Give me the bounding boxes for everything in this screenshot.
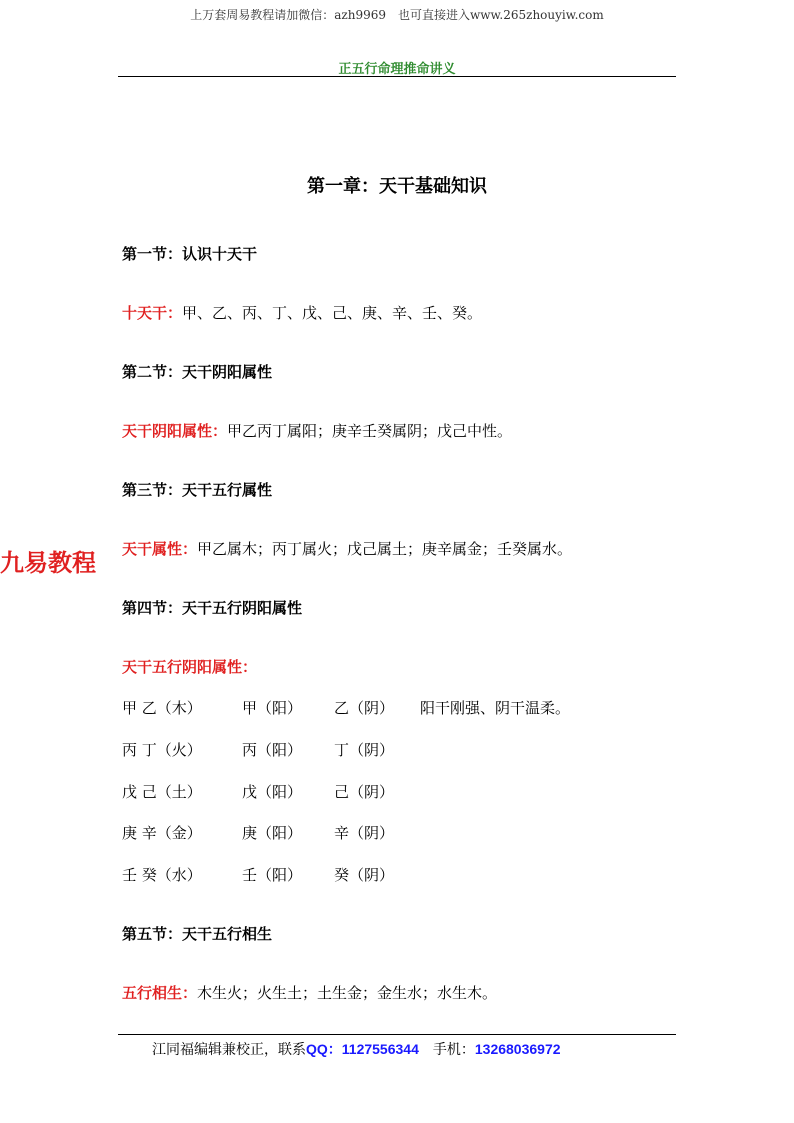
- row-pair: 壬 癸（水）: [122, 866, 202, 884]
- top-contact-note: 上万套周易教程请加微信：azh9969 也可直接进入www.265zhouyiw.com: [190, 8, 604, 22]
- chapter-title: 第一章：天干基础知识: [307, 176, 487, 197]
- section-5-text: 木生火；火生土；土生金；金生水；水生木。: [197, 984, 498, 1002]
- row-yin: 丁（阴）: [334, 741, 395, 759]
- row-pair: 庚 辛（金）: [122, 824, 202, 842]
- footer-editor: 江同福编辑兼校正，联系: [152, 1042, 306, 1058]
- row-yang: 戊（阳）: [242, 783, 303, 801]
- section-1-content: [122, 302, 482, 323]
- row-yang: 甲（阳）: [242, 699, 303, 717]
- section-5-content: [122, 982, 497, 1003]
- section-1-heading: 第一节：认识十天干: [122, 245, 258, 263]
- footer-divider: [118, 1034, 676, 1035]
- row-yin: 癸（阴）: [334, 866, 395, 884]
- section-2-content: [122, 420, 512, 441]
- row-pair: 丙 丁（火）: [122, 741, 202, 759]
- row-yang: 庚（阳）: [242, 824, 303, 842]
- section-3-label: 天干属性：: [122, 540, 198, 558]
- section-5-heading: 第五节：天干五行相生: [122, 925, 273, 943]
- yinyang-row: [122, 781, 420, 802]
- row-yang: 丙（阳）: [242, 741, 303, 759]
- section-4-label: 天干五行阴阳属性：: [122, 658, 258, 676]
- footer-phone-prefix: 手机：: [432, 1042, 475, 1058]
- footer-contact: [152, 1039, 561, 1059]
- row-yin: 乙（阴）: [334, 699, 395, 717]
- footer-qq: QQ：1127556344: [306, 1041, 419, 1057]
- row-pair: 甲 乙（木）: [122, 699, 202, 717]
- yinyang-row: [122, 739, 420, 760]
- section-1-label: 十天干：: [122, 304, 183, 322]
- document-header-title: 正五行命理推命讲义: [338, 62, 456, 77]
- section-3-content: [122, 538, 572, 559]
- row-yin: 辛（阴）: [334, 824, 395, 842]
- row-yin: 己（阴）: [334, 783, 395, 801]
- yinyang-row: [122, 822, 420, 843]
- section-4-heading: 第四节：天干五行阴阳属性: [122, 599, 303, 617]
- row-pair: 戊 己（土）: [122, 783, 202, 801]
- row-note: 阳干刚强、阴干温柔。: [420, 699, 571, 717]
- footer-phone: 13268036972: [474, 1041, 561, 1057]
- section-2-heading: 第二节：天干阴阳属性: [122, 363, 273, 381]
- section-3-text: 甲乙属木；丙丁属火；戊己属土；庚辛属金；壬癸属水。: [197, 540, 573, 558]
- section-3-heading: 第三节：天干五行属性: [122, 481, 273, 499]
- header-divider: [118, 76, 676, 77]
- section-1-text: 甲、乙、丙、丁、戊、己、庚、辛、壬、癸。: [182, 304, 483, 322]
- watermark-brand: 九易教程: [0, 549, 96, 577]
- yinyang-row: [122, 697, 570, 718]
- section-2-text: 甲乙丙丁属阳；庚辛壬癸属阴；戊己中性。: [227, 422, 513, 440]
- yinyang-row: [122, 864, 420, 885]
- section-4-content: [122, 656, 257, 677]
- row-yang: 壬（阳）: [242, 866, 303, 884]
- section-2-label: 天干阴阳属性：: [122, 422, 228, 440]
- section-5-label: 五行相生：: [122, 984, 198, 1002]
